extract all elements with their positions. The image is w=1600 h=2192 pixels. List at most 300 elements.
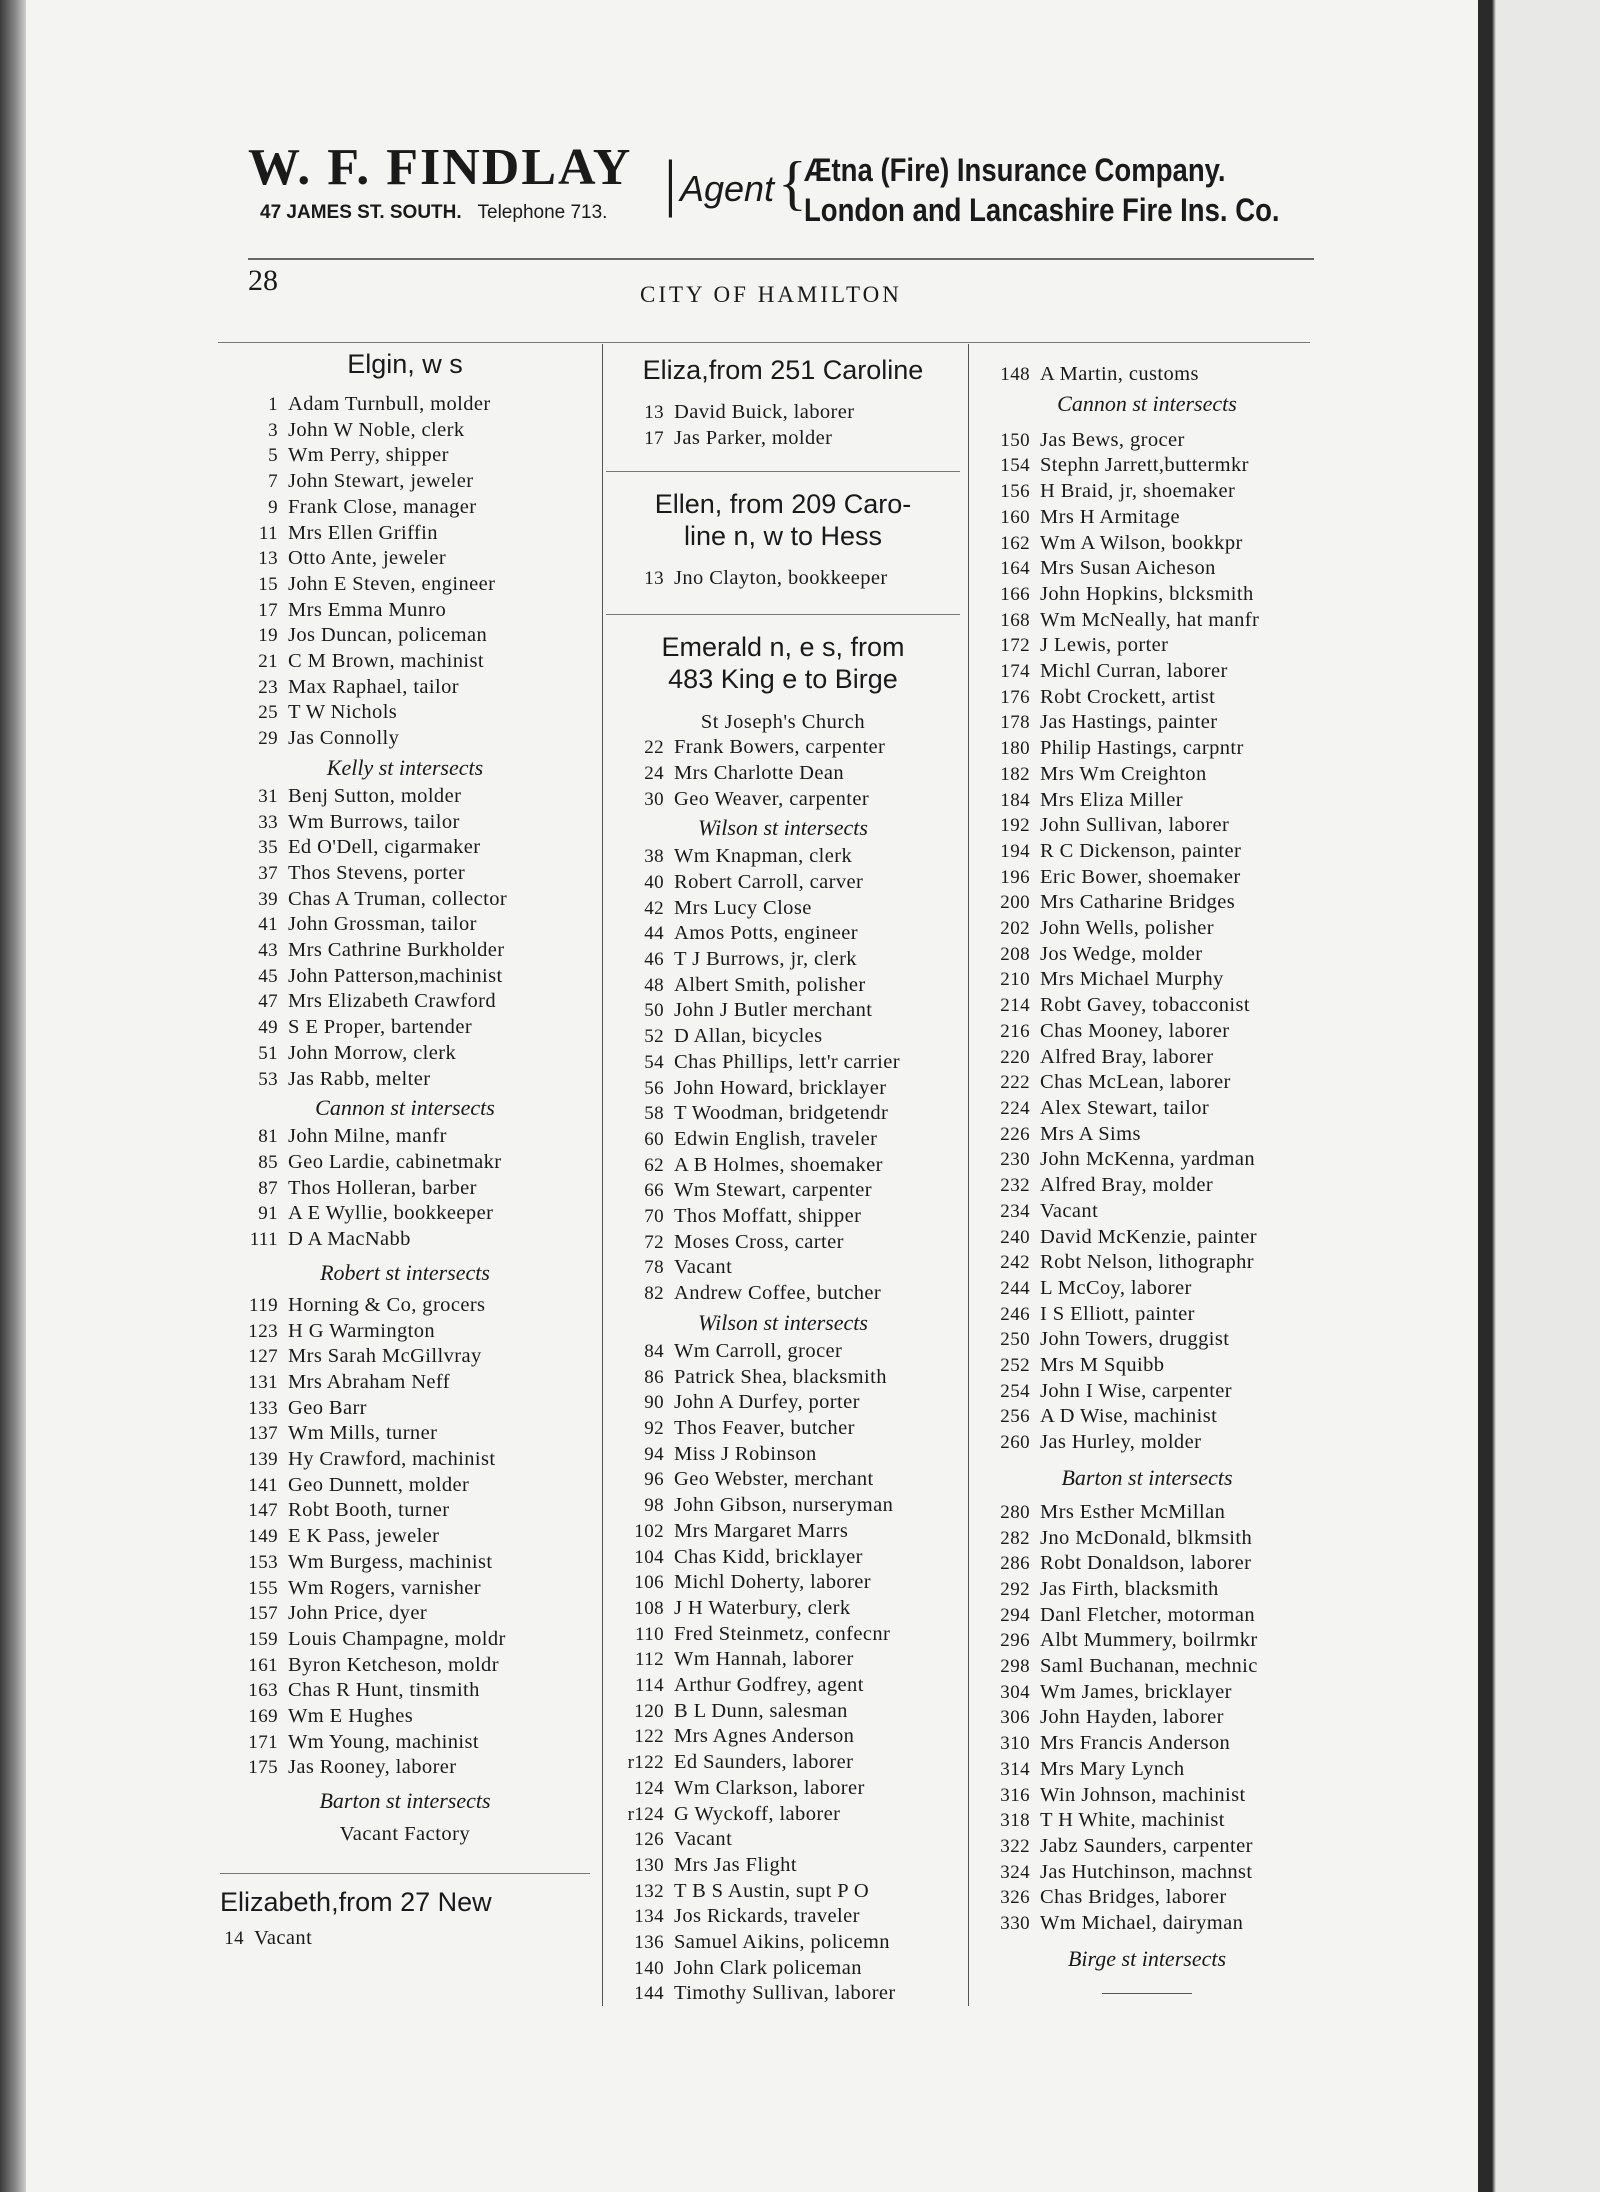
elizabeth-entries <box>186 1926 590 1952</box>
directory-entry <box>606 1956 960 1982</box>
house-number: 91 <box>258 1203 278 1225</box>
resident-text: Mrs Esther McMillan <box>1040 1500 1226 1523</box>
house-number: 210 <box>1000 969 1030 991</box>
directory-entry <box>220 784 590 810</box>
directory-entry <box>972 362 1322 388</box>
directory-entry <box>220 1627 590 1653</box>
resident-text: Jas Firth, blacksmith <box>1040 1577 1219 1600</box>
directory-entry <box>972 890 1322 916</box>
house-number: 298 <box>1000 1656 1030 1678</box>
resident-text: Chas Mooney, laborer <box>1040 1019 1230 1042</box>
resident-text: Patrick Shea, blacksmith <box>674 1365 887 1388</box>
directory-entry <box>220 1678 590 1704</box>
house-number: 136 <box>634 1932 664 1954</box>
house-number: 153 <box>248 1551 278 1573</box>
house-number: 3 <box>268 419 278 441</box>
resident-text: Albt Mummery, boilrmkr <box>1040 1629 1258 1652</box>
directory-entry <box>606 1853 960 1879</box>
resident-text: Edwin English, traveler <box>674 1127 878 1150</box>
house-number: 19 <box>258 625 278 647</box>
directory-entry <box>220 1227 590 1253</box>
house-number: 41 <box>258 914 278 936</box>
resident-text: Otto Ante, jeweler <box>288 547 447 570</box>
resident-text: John I Wise, carpenter <box>1040 1379 1233 1402</box>
street-header-emerald-2: 483 King e to Birge <box>668 664 898 695</box>
house-number: 98 <box>644 1495 664 1517</box>
directory-entry <box>606 1204 960 1230</box>
resident-text: Mrs Charlotte Dean <box>674 761 845 784</box>
directory-entry <box>972 967 1322 993</box>
directory-entry <box>606 735 960 761</box>
resident-text: Wm Mills, turner <box>288 1422 438 1445</box>
resident-text: Geo Weaver, carpenter <box>674 787 870 810</box>
directory-entry <box>606 1827 960 1853</box>
house-number: 178 <box>1000 712 1030 734</box>
resident-text: Chas Phillips, lett'r carrier <box>674 1050 900 1073</box>
ad-company-london: London and Lancashire Fire Ins. Co. <box>804 192 1280 228</box>
resident-text: Wm Young, machinist <box>288 1730 479 1753</box>
resident-text: T J Burrows, jr, clerk <box>674 948 857 971</box>
directory-entry <box>972 428 1322 454</box>
resident-text: Vacant <box>674 1828 733 1851</box>
house-number: 250 <box>1000 1329 1030 1351</box>
resident-text: Jos Duncan, policeman <box>288 624 488 647</box>
house-number: 96 <box>644 1469 664 1491</box>
house-number: 106 <box>634 1572 664 1594</box>
directory-entry <box>972 453 1322 479</box>
resident-text: Adam Turnbull, molder <box>288 393 491 415</box>
street-header-elgin: Elgin, w s <box>347 349 463 379</box>
resident-text: Mrs Wm Creighton <box>1040 762 1207 785</box>
resident-text: David McKenzie, painter <box>1040 1225 1257 1248</box>
cross-street-barton: Barton st intersects <box>319 1788 491 1814</box>
elgin-entries-3 <box>220 1124 590 1253</box>
book-binding <box>0 0 26 2192</box>
directory-entry <box>606 998 960 1024</box>
house-number: 9 <box>268 496 278 518</box>
directory-entry <box>606 1390 960 1416</box>
resident-text: Thos Holleran, barber <box>288 1176 477 1199</box>
directory-entry <box>606 1724 960 1750</box>
resident-text: Jas Hutchinson, machnst <box>1040 1860 1253 1883</box>
directory-entry <box>220 887 590 913</box>
resident-text: T B S Austin, supt P O <box>674 1879 870 1902</box>
house-number: 176 <box>1000 686 1030 708</box>
resident-text: Thos Moffatt, shipper <box>674 1205 862 1228</box>
directory-entry <box>606 1255 960 1281</box>
resident-text: Byron Ketcheson, moldr <box>288 1653 499 1676</box>
house-number: 326 <box>1000 1887 1030 1909</box>
resident-text: John A Durfey, porter <box>674 1391 860 1414</box>
resident-text: John E Steven, engineer <box>288 572 496 595</box>
directory-entry <box>220 1201 590 1227</box>
house-number: 35 <box>258 837 278 859</box>
house-number: 38 <box>644 846 664 868</box>
house-number: 318 <box>1000 1810 1030 1832</box>
directory-entry <box>972 685 1322 711</box>
resident-text: Chas McLean, laborer <box>1040 1071 1231 1094</box>
directory-entry <box>220 1370 590 1396</box>
directory-entry <box>220 598 590 624</box>
directory-entry <box>220 938 590 964</box>
house-number: 296 <box>1000 1630 1030 1652</box>
house-number: 244 <box>1000 1277 1030 1299</box>
house-number: 134 <box>634 1906 664 1928</box>
cross-street-cannon: Cannon st intersects <box>1057 390 1237 416</box>
house-number: 62 <box>644 1154 664 1176</box>
house-number: 17 <box>258 599 278 621</box>
directory-entry <box>972 1327 1322 1353</box>
house-number: 108 <box>634 1597 664 1619</box>
resident-text: Moses Cross, carter <box>674 1230 844 1253</box>
house-number: 246 <box>1000 1303 1030 1325</box>
resident-text: T W Nichols <box>288 701 398 724</box>
house-number: 39 <box>258 888 278 910</box>
resident-text: John Hayden, laborer <box>1040 1706 1224 1729</box>
house-number: 260 <box>1000 1432 1030 1454</box>
directory-entry <box>220 1124 590 1150</box>
resident-text: Mrs Michael Murphy <box>1040 968 1224 991</box>
directory-entry <box>606 1339 960 1365</box>
directory-entry <box>220 1396 590 1422</box>
resident-text: S E Proper, bartender <box>288 1016 473 1039</box>
house-number: 316 <box>1000 1784 1030 1806</box>
directory-entry <box>972 1019 1322 1045</box>
resident-text: Chas Kidd, bricklayer <box>674 1545 863 1568</box>
resident-text: Fred Steinmetz, confecnr <box>674 1622 891 1645</box>
resident-text: Robt Nelson, lithographr <box>1040 1251 1255 1274</box>
resident-text: Benj Sutton, molder <box>288 784 462 807</box>
directory-entry <box>606 1802 960 1828</box>
directory-entry <box>220 623 590 649</box>
house-number: 52 <box>644 1026 664 1048</box>
directory-entry <box>606 1076 960 1102</box>
directory-entry <box>220 1067 590 1093</box>
house-number: 81 <box>258 1126 278 1148</box>
directory-entry <box>220 572 590 598</box>
house-number: 78 <box>644 1257 664 1279</box>
cross-street-wilson-1: Wilson st intersects <box>698 815 868 841</box>
resident-text: Wm James, bricklayer <box>1040 1680 1232 1703</box>
house-number: 202 <box>1000 918 1030 940</box>
directory-entry <box>972 788 1322 814</box>
directory-entry <box>606 1230 960 1256</box>
directory-entry <box>220 1150 590 1176</box>
resident-text: Wm Stewart, carpenter <box>674 1179 872 1202</box>
page-number: 28 <box>248 264 278 297</box>
house-number: 140 <box>634 1957 664 1979</box>
house-number: 306 <box>1000 1707 1030 1729</box>
directory-entry <box>972 813 1322 839</box>
resident-text: H Braid, jr, shoemaker <box>1040 480 1236 503</box>
resident-text: Geo Barr <box>288 1396 367 1419</box>
directory-entry <box>606 1101 960 1127</box>
directory-entry <box>972 1276 1322 1302</box>
resident-text: A B Holmes, shoemaker <box>674 1153 883 1176</box>
resident-text: Wm Burgess, machinist <box>288 1550 493 1573</box>
resident-text: Samuel Aikins, policemn <box>674 1931 890 1954</box>
house-number: 5 <box>268 445 278 467</box>
house-number: 56 <box>644 1077 664 1099</box>
directory-entry <box>220 1730 590 1756</box>
cross-street-robert: Robert st intersects <box>320 1259 490 1285</box>
resident-text: Saml Buchanan, mechnic <box>1040 1655 1258 1678</box>
resident-text: Jas Hastings, painter <box>1040 711 1218 734</box>
resident-text: Robt Donaldson, laborer <box>1040 1552 1252 1575</box>
section-separator <box>606 471 960 472</box>
resident-text: Alfred Bray, laborer <box>1040 1045 1214 1068</box>
resident-text: Thos Feaver, butcher <box>674 1416 855 1439</box>
resident-text: Louis Champagne, moldr <box>288 1627 506 1650</box>
house-number: 122 <box>634 1726 664 1748</box>
resident-text: Thos Stevens, porter <box>288 861 466 884</box>
house-number: 94 <box>644 1443 664 1465</box>
house-number: 123 <box>248 1320 278 1342</box>
directory-entry <box>220 835 590 861</box>
resident-text: John Stewart, jeweler <box>288 470 474 493</box>
resident-text: H G Warmington <box>288 1319 436 1342</box>
resident-text: Mrs Emma Munro <box>288 598 447 621</box>
resident-text: D A MacNabb <box>288 1228 411 1251</box>
directory-entry <box>972 531 1322 557</box>
house-number: 222 <box>1000 1072 1030 1094</box>
resident-text: A Martin, customs <box>1040 363 1199 385</box>
directory-entry <box>606 1545 960 1571</box>
house-number: 141 <box>248 1474 278 1496</box>
resident-text: John Gibson, nurseryman <box>674 1494 894 1517</box>
directory-entry <box>220 469 590 495</box>
house-number: 154 <box>1000 455 1030 477</box>
directory-entry <box>606 1416 960 1442</box>
resident-text: Arthur Godfrey, agent <box>674 1674 864 1697</box>
resident-text: T H White, machinist <box>1040 1809 1225 1832</box>
house-number: 280 <box>1000 1501 1030 1523</box>
house-number: 240 <box>1000 1226 1030 1248</box>
directory-entry <box>220 912 590 938</box>
directory-entry <box>972 1860 1322 1886</box>
directory-entry <box>606 1178 960 1204</box>
resident-text: John Sullivan, laborer <box>1040 814 1230 837</box>
resident-text: Mrs Eliza Miller <box>1040 788 1184 811</box>
house-number: 30 <box>644 788 664 810</box>
directory-entry <box>220 700 590 726</box>
directory-entry <box>606 1673 960 1699</box>
resident-text: Mrs Agnes Anderson <box>674 1725 855 1748</box>
head-rule <box>218 342 1310 343</box>
directory-entry <box>220 1041 590 1067</box>
resident-text: Robt Booth, turner <box>288 1499 450 1522</box>
house-number: 29 <box>258 728 278 750</box>
directory-entry <box>220 443 590 469</box>
ad-brace-right: { <box>778 150 807 216</box>
house-number: 133 <box>248 1397 278 1419</box>
resident-text: Robt Crockett, artist <box>1040 685 1216 708</box>
resident-text: A E Wyllie, bookkeeper <box>288 1202 494 1225</box>
directory-entry <box>972 659 1322 685</box>
house-number: 70 <box>644 1206 664 1228</box>
directory-entry <box>972 1122 1322 1148</box>
resident-text: John Milne, manfr <box>288 1125 447 1148</box>
house-number: 46 <box>644 949 664 971</box>
house-number: 162 <box>1000 532 1030 554</box>
house-number: 150 <box>1000 429 1030 451</box>
house-number: 66 <box>644 1180 664 1202</box>
house-number: 50 <box>644 1000 664 1022</box>
directory-entry <box>972 1911 1322 1937</box>
directory-entry <box>972 505 1322 531</box>
resident-text: Eric Bower, shoemaker <box>1040 865 1241 888</box>
resident-text: Jas Bews, grocer <box>1040 428 1185 451</box>
resident-text: E K Pass, jeweler <box>288 1525 440 1548</box>
house-number: 194 <box>1000 840 1030 862</box>
directory-entry <box>220 964 590 990</box>
directory-entry <box>606 1365 960 1391</box>
resident-text: R C Dickenson, painter <box>1040 839 1242 862</box>
directory-entry <box>972 1783 1322 1809</box>
directory-entry <box>606 761 960 787</box>
directory-entry <box>972 1225 1322 1251</box>
house-number: 23 <box>258 676 278 698</box>
house-number: 44 <box>644 923 664 945</box>
house-number: 294 <box>1000 1604 1030 1626</box>
ad-rule <box>248 258 1314 260</box>
house-number: 60 <box>644 1128 664 1150</box>
resident-text: G Wyckoff, laborer <box>674 1802 841 1825</box>
directory-entry <box>186 1926 590 1952</box>
house-number: 234 <box>1000 1200 1030 1222</box>
directory-entry <box>606 1127 960 1153</box>
resident-text: Geo Webster, merchant <box>674 1468 874 1491</box>
resident-text: Chas A Truman, collector <box>288 887 508 910</box>
resident-text: Wm Carroll, grocer <box>674 1339 843 1362</box>
directory-entry <box>606 1622 960 1648</box>
emerald-entries-3 <box>606 1339 960 2007</box>
column-rule-2 <box>968 344 969 2006</box>
resident-text: Chas R Hunt, tinsmith <box>288 1679 480 1702</box>
house-number: 214 <box>1000 995 1030 1017</box>
house-number: 15 <box>258 573 278 595</box>
house-number: 51 <box>258 1042 278 1064</box>
elgin-entries-4 <box>220 1293 590 1781</box>
ellen-entries <box>606 566 960 592</box>
resident-text: Chas Bridges, laborer <box>1040 1886 1227 1909</box>
resident-text: Vacant <box>674 1256 733 1279</box>
resident-text: Geo Dunnett, molder <box>288 1473 470 1496</box>
directory-entry <box>972 479 1322 505</box>
resident-text: John W Noble, clerk <box>288 418 465 441</box>
house-number: 126 <box>634 1829 664 1851</box>
directory-entry <box>606 426 960 452</box>
directory-entry <box>606 787 960 813</box>
resident-text: Frank Close, manager <box>288 495 477 518</box>
column-1 <box>220 344 590 1952</box>
resident-text: Geo Lardie, cabinetmakr <box>288 1150 502 1173</box>
resident-text: Jas Parker, molder <box>674 426 833 449</box>
resident-text: Mrs Margaret Marrs <box>674 1519 849 1542</box>
directory-entry <box>972 1705 1322 1731</box>
house-number: 42 <box>644 897 664 919</box>
directory-entry <box>220 726 590 752</box>
resident-text: Jabz Saunders, carpenter <box>1040 1834 1253 1857</box>
house-number: 304 <box>1000 1681 1030 1703</box>
house-number: 144 <box>634 1983 664 2005</box>
resident-text: Wm McNeally, hat manfr <box>1040 608 1260 631</box>
directory-entry <box>606 1281 960 1307</box>
resident-text: David Buick, laborer <box>674 401 855 423</box>
house-number: 43 <box>258 940 278 962</box>
house-number: 200 <box>1000 892 1030 914</box>
house-number: 53 <box>258 1068 278 1090</box>
resident-text: Philip Hastings, carpntr <box>1040 737 1244 760</box>
house-number: 164 <box>1000 558 1030 580</box>
house-number: 114 <box>635 1675 664 1697</box>
st-josephs-church: St Joseph's Church <box>700 711 866 734</box>
directory-entry <box>606 1699 960 1725</box>
house-number: 120 <box>634 1700 664 1722</box>
directory-entry <box>220 1447 590 1473</box>
directory-entry <box>972 1404 1322 1430</box>
resident-text: Mrs Ellen Griffin <box>288 521 438 544</box>
resident-text: Miss J Robinson <box>674 1442 817 1465</box>
directory-entry <box>606 1647 960 1673</box>
directory-entry <box>220 521 590 547</box>
house-number: 47 <box>258 991 278 1013</box>
house-number: 139 <box>248 1449 278 1471</box>
directory-entry <box>606 896 960 922</box>
resident-text: Jas Connolly <box>288 727 400 750</box>
street-header-ellen-1: Ellen, from 209 Caro- <box>654 489 912 520</box>
directory-entry <box>972 1808 1322 1834</box>
house-number: 58 <box>644 1103 664 1125</box>
directory-entry <box>606 921 960 947</box>
resident-text: Wm A Wilson, bookkpr <box>1040 531 1243 554</box>
ad-telephone: Telephone 713. <box>477 202 608 223</box>
directory-entry <box>972 1199 1322 1225</box>
directory-entry <box>220 1176 590 1202</box>
house-number: 324 <box>1000 1861 1030 1883</box>
directory-entry <box>972 1430 1322 1456</box>
resident-text: John Grossman, tailor <box>288 913 477 936</box>
resident-text: Robert Carroll, carver <box>674 870 864 893</box>
resident-text: Robt Gavey, tobacconist <box>1040 994 1250 1017</box>
resident-text: J Lewis, porter <box>1040 634 1169 657</box>
house-number: 180 <box>1000 738 1030 760</box>
directory-entry <box>606 1493 960 1519</box>
resident-text: John Morrow, clerk <box>288 1041 457 1064</box>
resident-text: Andrew Coffee, butcher <box>674 1282 882 1305</box>
resident-text: Mrs M Squibb <box>1040 1354 1165 1377</box>
resident-text: Vacant <box>254 1927 313 1950</box>
house-number: 85 <box>258 1151 278 1173</box>
house-number: 102 <box>634 1520 664 1542</box>
house-number: 37 <box>258 862 278 884</box>
emerald-entries-1 <box>606 735 960 812</box>
directory-entry <box>220 649 590 675</box>
eliza-entries <box>606 400 960 451</box>
resident-text: Mrs Jas Flight <box>674 1853 797 1876</box>
directory-entry <box>972 736 1322 762</box>
house-number: 137 <box>248 1423 278 1445</box>
directory-entry <box>972 1353 1322 1379</box>
resident-text: Jos Rickards, traveler <box>674 1905 860 1928</box>
directory-entry <box>220 1524 590 1550</box>
directory-entry <box>972 1885 1322 1911</box>
house-number: 163 <box>248 1680 278 1702</box>
directory-entry <box>220 1576 590 1602</box>
resident-text: B L Dunn, salesman <box>674 1699 848 1722</box>
resident-text: Mrs Francis Anderson <box>1040 1732 1231 1755</box>
house-number: 25 <box>258 702 278 724</box>
